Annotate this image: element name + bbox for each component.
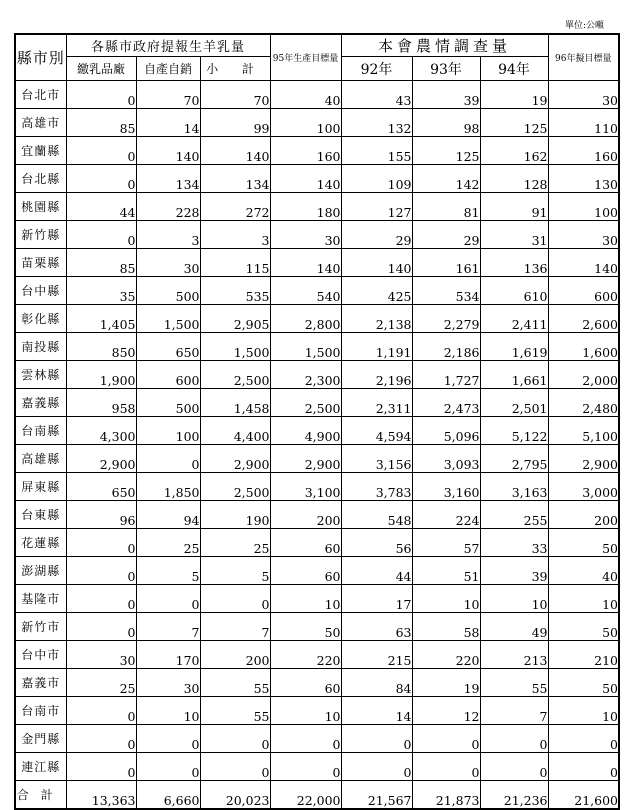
cell-year-93: 224: [412, 501, 480, 529]
cell-city: 台南市: [15, 697, 66, 725]
cell-year-92: 14: [341, 697, 412, 725]
cell-factory: 0: [66, 81, 136, 109]
cell-factory: 30: [66, 641, 136, 669]
cell-target-96: 2,000: [548, 361, 619, 389]
cell-target-95: 1,500: [270, 333, 341, 361]
cell-city: 台北縣: [15, 165, 66, 193]
cell-target-95: 10: [270, 697, 341, 725]
cell-target-95: 160: [270, 137, 341, 165]
table-row: [15, 445, 619, 473]
cell-subtotal: 200: [200, 641, 270, 669]
cell-city: 金門縣: [15, 725, 66, 753]
total-self-sold: 6,660: [136, 781, 200, 809]
cell-year-93: 19: [412, 669, 480, 697]
cell-self-sold: 650: [136, 333, 200, 361]
cell-year-92: 43: [341, 81, 412, 109]
table-row: [15, 529, 619, 557]
cell-self-sold: 228: [136, 193, 200, 221]
cell-year-92: 127: [341, 193, 412, 221]
cell-subtotal: 1,458: [200, 389, 270, 417]
cell-target-96: 40: [548, 557, 619, 585]
cell-year-94: 5,122: [480, 417, 548, 445]
cell-year-93: 2,473: [412, 389, 480, 417]
cell-target-96: 30: [548, 81, 619, 109]
cell-self-sold: 1,850: [136, 473, 200, 501]
cell-year-94: 610: [480, 277, 548, 305]
cell-factory: 650: [66, 473, 136, 501]
table-row: [15, 193, 619, 221]
cell-year-93: 0: [412, 753, 480, 781]
cell-subtotal: 0: [200, 753, 270, 781]
cell-self-sold: 134: [136, 165, 200, 193]
header-year-94: 94年: [480, 57, 548, 81]
cell-target-95: 4,900: [270, 417, 341, 445]
table-row: [15, 473, 619, 501]
cell-year-93: 39: [412, 81, 480, 109]
cell-year-94: 19: [480, 81, 548, 109]
cell-target-95: 60: [270, 557, 341, 585]
cell-subtotal: 70: [200, 81, 270, 109]
cell-year-93: 0: [412, 725, 480, 753]
cell-target-96: 2,600: [548, 305, 619, 333]
cell-year-94: 125: [480, 109, 548, 137]
cell-target-96: 100: [548, 193, 619, 221]
cell-year-94: 213: [480, 641, 548, 669]
cell-year-93: 10: [412, 585, 480, 613]
cell-target-96: 0: [548, 753, 619, 781]
cell-year-94: 39: [480, 557, 548, 585]
cell-factory: 0: [66, 165, 136, 193]
cell-year-94: 0: [480, 753, 548, 781]
cell-factory: 0: [66, 725, 136, 753]
cell-self-sold: 0: [136, 725, 200, 753]
table-row: [15, 585, 619, 613]
table-row: [15, 557, 619, 585]
cell-city: 台北市: [15, 81, 66, 109]
cell-city: 花蓮縣: [15, 529, 66, 557]
cell-self-sold: 70: [136, 81, 200, 109]
table-row: [15, 305, 619, 333]
table-body: [15, 81, 619, 781]
cell-factory: 958: [66, 389, 136, 417]
cell-target-95: 0: [270, 753, 341, 781]
table-row: [15, 641, 619, 669]
cell-year-94: 49: [480, 613, 548, 641]
unit-label: 單位:公噸: [564, 21, 604, 31]
table-row: [15, 389, 619, 417]
cell-factory: 85: [66, 249, 136, 277]
cell-year-92: 548: [341, 501, 412, 529]
cell-year-93: 2,279: [412, 305, 480, 333]
cell-factory: 44: [66, 193, 136, 221]
cell-year-94: 2,501: [480, 389, 548, 417]
cell-factory: 0: [66, 753, 136, 781]
cell-subtotal: 0: [200, 725, 270, 753]
cell-year-94: 55: [480, 669, 548, 697]
cell-subtotal: 115: [200, 249, 270, 277]
cell-self-sold: 140: [136, 137, 200, 165]
cell-city: 台南縣: [15, 417, 66, 445]
cell-target-96: 160: [548, 137, 619, 165]
cell-city: 台中縣: [15, 277, 66, 305]
cell-subtotal: 1,500: [200, 333, 270, 361]
table-row: [15, 725, 619, 753]
cell-city: 宜蘭縣: [15, 137, 66, 165]
cell-city: 新竹市: [15, 613, 66, 641]
cell-factory: 85: [66, 109, 136, 137]
cell-year-92: 2,196: [341, 361, 412, 389]
cell-target-95: 30: [270, 221, 341, 249]
cell-year-94: 1,661: [480, 361, 548, 389]
cell-year-93: 3,093: [412, 445, 480, 473]
cell-year-93: 534: [412, 277, 480, 305]
total-subtotal: 20,023: [200, 781, 270, 809]
cell-year-93: 2,186: [412, 333, 480, 361]
cell-subtotal: 190: [200, 501, 270, 529]
cell-year-92: 56: [341, 529, 412, 557]
cell-self-sold: 94: [136, 501, 200, 529]
cell-year-94: 33: [480, 529, 548, 557]
cell-city: 基隆市: [15, 585, 66, 613]
goat-milk-table: [14, 33, 620, 810]
cell-target-95: 60: [270, 669, 341, 697]
table-row: [15, 613, 619, 641]
cell-target-96: 10: [548, 585, 619, 613]
cell-subtotal: 55: [200, 697, 270, 725]
cell-year-94: 2,795: [480, 445, 548, 473]
cell-target-95: 140: [270, 165, 341, 193]
cell-self-sold: 0: [136, 585, 200, 613]
cell-year-92: 3,156: [341, 445, 412, 473]
cell-city: 澎湖縣: [15, 557, 66, 585]
header-year-93: 93年: [412, 57, 480, 81]
header-year-92: 92年: [341, 57, 412, 81]
header-dairy-factory: 繳乳品廠: [66, 57, 136, 81]
header-survey: 本會農情調查量: [341, 34, 548, 57]
cell-self-sold: 7: [136, 613, 200, 641]
cell-subtotal: 4,400: [200, 417, 270, 445]
cell-year-92: 140: [341, 249, 412, 277]
table-row: [15, 221, 619, 249]
table-row: [15, 417, 619, 445]
cell-year-92: 0: [341, 725, 412, 753]
cell-self-sold: 14: [136, 109, 200, 137]
table-row: [15, 669, 619, 697]
cell-factory: 0: [66, 613, 136, 641]
cell-target-95: 50: [270, 613, 341, 641]
table-row: [15, 249, 619, 277]
cell-year-92: 425: [341, 277, 412, 305]
cell-self-sold: 25: [136, 529, 200, 557]
cell-factory: 0: [66, 529, 136, 557]
cell-year-94: 7: [480, 697, 548, 725]
header-target-95: 95年生產目標量: [270, 34, 341, 81]
table-row: [15, 333, 619, 361]
cell-year-92: 2,311: [341, 389, 412, 417]
cell-factory: 0: [66, 557, 136, 585]
cell-city: 台中市: [15, 641, 66, 669]
cell-self-sold: 3: [136, 221, 200, 249]
cell-year-93: 12: [412, 697, 480, 725]
cell-subtotal: 535: [200, 277, 270, 305]
cell-year-92: 215: [341, 641, 412, 669]
cell-self-sold: 500: [136, 277, 200, 305]
header-subtotal: 小 計: [200, 57, 270, 81]
cell-year-93: 57: [412, 529, 480, 557]
cell-factory: 25: [66, 669, 136, 697]
cell-year-93: 51: [412, 557, 480, 585]
cell-target-96: 50: [548, 529, 619, 557]
cell-city: 嘉義市: [15, 669, 66, 697]
cell-year-94: 1,619: [480, 333, 548, 361]
cell-year-94: 2,411: [480, 305, 548, 333]
cell-factory: 1,900: [66, 361, 136, 389]
cell-target-96: 130: [548, 165, 619, 193]
table-row: [15, 109, 619, 137]
cell-year-93: 98: [412, 109, 480, 137]
cell-target-96: 210: [548, 641, 619, 669]
cell-target-95: 2,900: [270, 445, 341, 473]
cell-target-96: 0: [548, 725, 619, 753]
cell-year-94: 0: [480, 725, 548, 753]
cell-target-95: 2,800: [270, 305, 341, 333]
cell-subtotal: 2,905: [200, 305, 270, 333]
cell-subtotal: 99: [200, 109, 270, 137]
cell-year-92: 155: [341, 137, 412, 165]
cell-target-96: 1,600: [548, 333, 619, 361]
cell-target-95: 540: [270, 277, 341, 305]
cell-factory: 0: [66, 221, 136, 249]
cell-subtotal: 140: [200, 137, 270, 165]
header-provincial-reported: 各縣市政府提報生羊乳量: [66, 34, 270, 57]
cell-target-95: 220: [270, 641, 341, 669]
cell-year-93: 142: [412, 165, 480, 193]
cell-factory: 2,900: [66, 445, 136, 473]
cell-factory: 0: [66, 585, 136, 613]
cell-year-93: 58: [412, 613, 480, 641]
total-factory: 13,363: [66, 781, 136, 809]
cell-city: 嘉義縣: [15, 389, 66, 417]
cell-subtotal: 2,500: [200, 473, 270, 501]
cell-year-92: 2,138: [341, 305, 412, 333]
cell-city: 高雄縣: [15, 445, 66, 473]
header-city: 縣市別: [15, 34, 66, 81]
cell-year-93: 161: [412, 249, 480, 277]
cell-year-92: 29: [341, 221, 412, 249]
total-row: [15, 781, 619, 809]
cell-city: 連江縣: [15, 753, 66, 781]
cell-factory: 4,300: [66, 417, 136, 445]
table-row: [15, 361, 619, 389]
total-year-92: 21,567: [341, 781, 412, 809]
cell-target-96: 200: [548, 501, 619, 529]
cell-city: 屏東縣: [15, 473, 66, 501]
cell-year-92: 132: [341, 109, 412, 137]
cell-self-sold: 30: [136, 669, 200, 697]
cell-factory: 850: [66, 333, 136, 361]
cell-city: 台東縣: [15, 501, 66, 529]
cell-target-95: 3,100: [270, 473, 341, 501]
cell-self-sold: 1,500: [136, 305, 200, 333]
cell-target-96: 2,480: [548, 389, 619, 417]
cell-target-95: 140: [270, 249, 341, 277]
cell-year-94: 136: [480, 249, 548, 277]
total-target-95: 22,000: [270, 781, 341, 809]
cell-self-sold: 600: [136, 361, 200, 389]
table-row: [15, 137, 619, 165]
cell-target-96: 110: [548, 109, 619, 137]
table-row: [15, 697, 619, 725]
cell-year-94: 91: [480, 193, 548, 221]
cell-subtotal: 2,500: [200, 361, 270, 389]
cell-year-92: 84: [341, 669, 412, 697]
cell-subtotal: 25: [200, 529, 270, 557]
cell-subtotal: 134: [200, 165, 270, 193]
cell-self-sold: 30: [136, 249, 200, 277]
cell-year-94: 3,163: [480, 473, 548, 501]
cell-target-96: 2,900: [548, 445, 619, 473]
table-row: [15, 277, 619, 305]
cell-subtotal: 2,900: [200, 445, 270, 473]
cell-self-sold: 100: [136, 417, 200, 445]
cell-factory: 96: [66, 501, 136, 529]
cell-target-96: 3,000: [548, 473, 619, 501]
cell-city: 新竹縣: [15, 221, 66, 249]
cell-target-96: 50: [548, 669, 619, 697]
cell-city: 南投縣: [15, 333, 66, 361]
cell-year-93: 220: [412, 641, 480, 669]
cell-self-sold: 170: [136, 641, 200, 669]
cell-target-96: 30: [548, 221, 619, 249]
cell-factory: 35: [66, 277, 136, 305]
cell-factory: 0: [66, 137, 136, 165]
cell-year-92: 44: [341, 557, 412, 585]
cell-year-92: 0: [341, 753, 412, 781]
cell-target-96: 5,100: [548, 417, 619, 445]
cell-target-96: 10: [548, 697, 619, 725]
cell-year-93: 3,160: [412, 473, 480, 501]
cell-subtotal: 7: [200, 613, 270, 641]
table-row: [15, 753, 619, 781]
cell-self-sold: 500: [136, 389, 200, 417]
cell-city: 彰化縣: [15, 305, 66, 333]
table-row: [15, 501, 619, 529]
cell-city: 雲林縣: [15, 361, 66, 389]
total-label: 合計: [15, 781, 66, 809]
cell-target-96: 50: [548, 613, 619, 641]
cell-target-95: 2,500: [270, 389, 341, 417]
cell-year-93: 29: [412, 221, 480, 249]
cell-target-95: 0: [270, 725, 341, 753]
cell-factory: 0: [66, 697, 136, 725]
cell-year-93: 125: [412, 137, 480, 165]
cell-target-96: 140: [548, 249, 619, 277]
cell-year-93: 5,096: [412, 417, 480, 445]
cell-target-95: 200: [270, 501, 341, 529]
cell-year-92: 109: [341, 165, 412, 193]
cell-year-92: 3,783: [341, 473, 412, 501]
cell-subtotal: 272: [200, 193, 270, 221]
cell-year-94: 162: [480, 137, 548, 165]
cell-year-93: 1,727: [412, 361, 480, 389]
cell-target-96: 600: [548, 277, 619, 305]
cell-factory: 1,405: [66, 305, 136, 333]
table-row: [15, 81, 619, 109]
total-target-96: 21,600: [548, 781, 619, 809]
cell-city: 高雄市: [15, 109, 66, 137]
cell-target-95: 180: [270, 193, 341, 221]
header-self-sold: 自產自銷: [136, 57, 200, 81]
cell-self-sold: 5: [136, 557, 200, 585]
cell-target-95: 60: [270, 529, 341, 557]
cell-target-95: 40: [270, 81, 341, 109]
cell-city: 苗栗縣: [15, 249, 66, 277]
cell-city: 桃園縣: [15, 193, 66, 221]
cell-self-sold: 0: [136, 445, 200, 473]
cell-self-sold: 0: [136, 753, 200, 781]
total-year-94: 21,236: [480, 781, 548, 809]
cell-subtotal: 55: [200, 669, 270, 697]
cell-subtotal: 0: [200, 585, 270, 613]
cell-year-92: 63: [341, 613, 412, 641]
header-target-96: 96年擬目標量: [548, 34, 619, 81]
table-row: [15, 165, 619, 193]
cell-target-95: 100: [270, 109, 341, 137]
cell-year-92: 17: [341, 585, 412, 613]
cell-target-95: 10: [270, 585, 341, 613]
total-year-93: 21,873: [412, 781, 480, 809]
cell-year-94: 255: [480, 501, 548, 529]
cell-year-94: 10: [480, 585, 548, 613]
cell-year-92: 1,191: [341, 333, 412, 361]
cell-subtotal: 3: [200, 221, 270, 249]
cell-year-94: 31: [480, 221, 548, 249]
cell-year-93: 81: [412, 193, 480, 221]
cell-self-sold: 10: [136, 697, 200, 725]
cell-target-95: 2,300: [270, 361, 341, 389]
cell-year-92: 4,594: [341, 417, 412, 445]
cell-year-94: 128: [480, 165, 548, 193]
cell-subtotal: 5: [200, 557, 270, 585]
